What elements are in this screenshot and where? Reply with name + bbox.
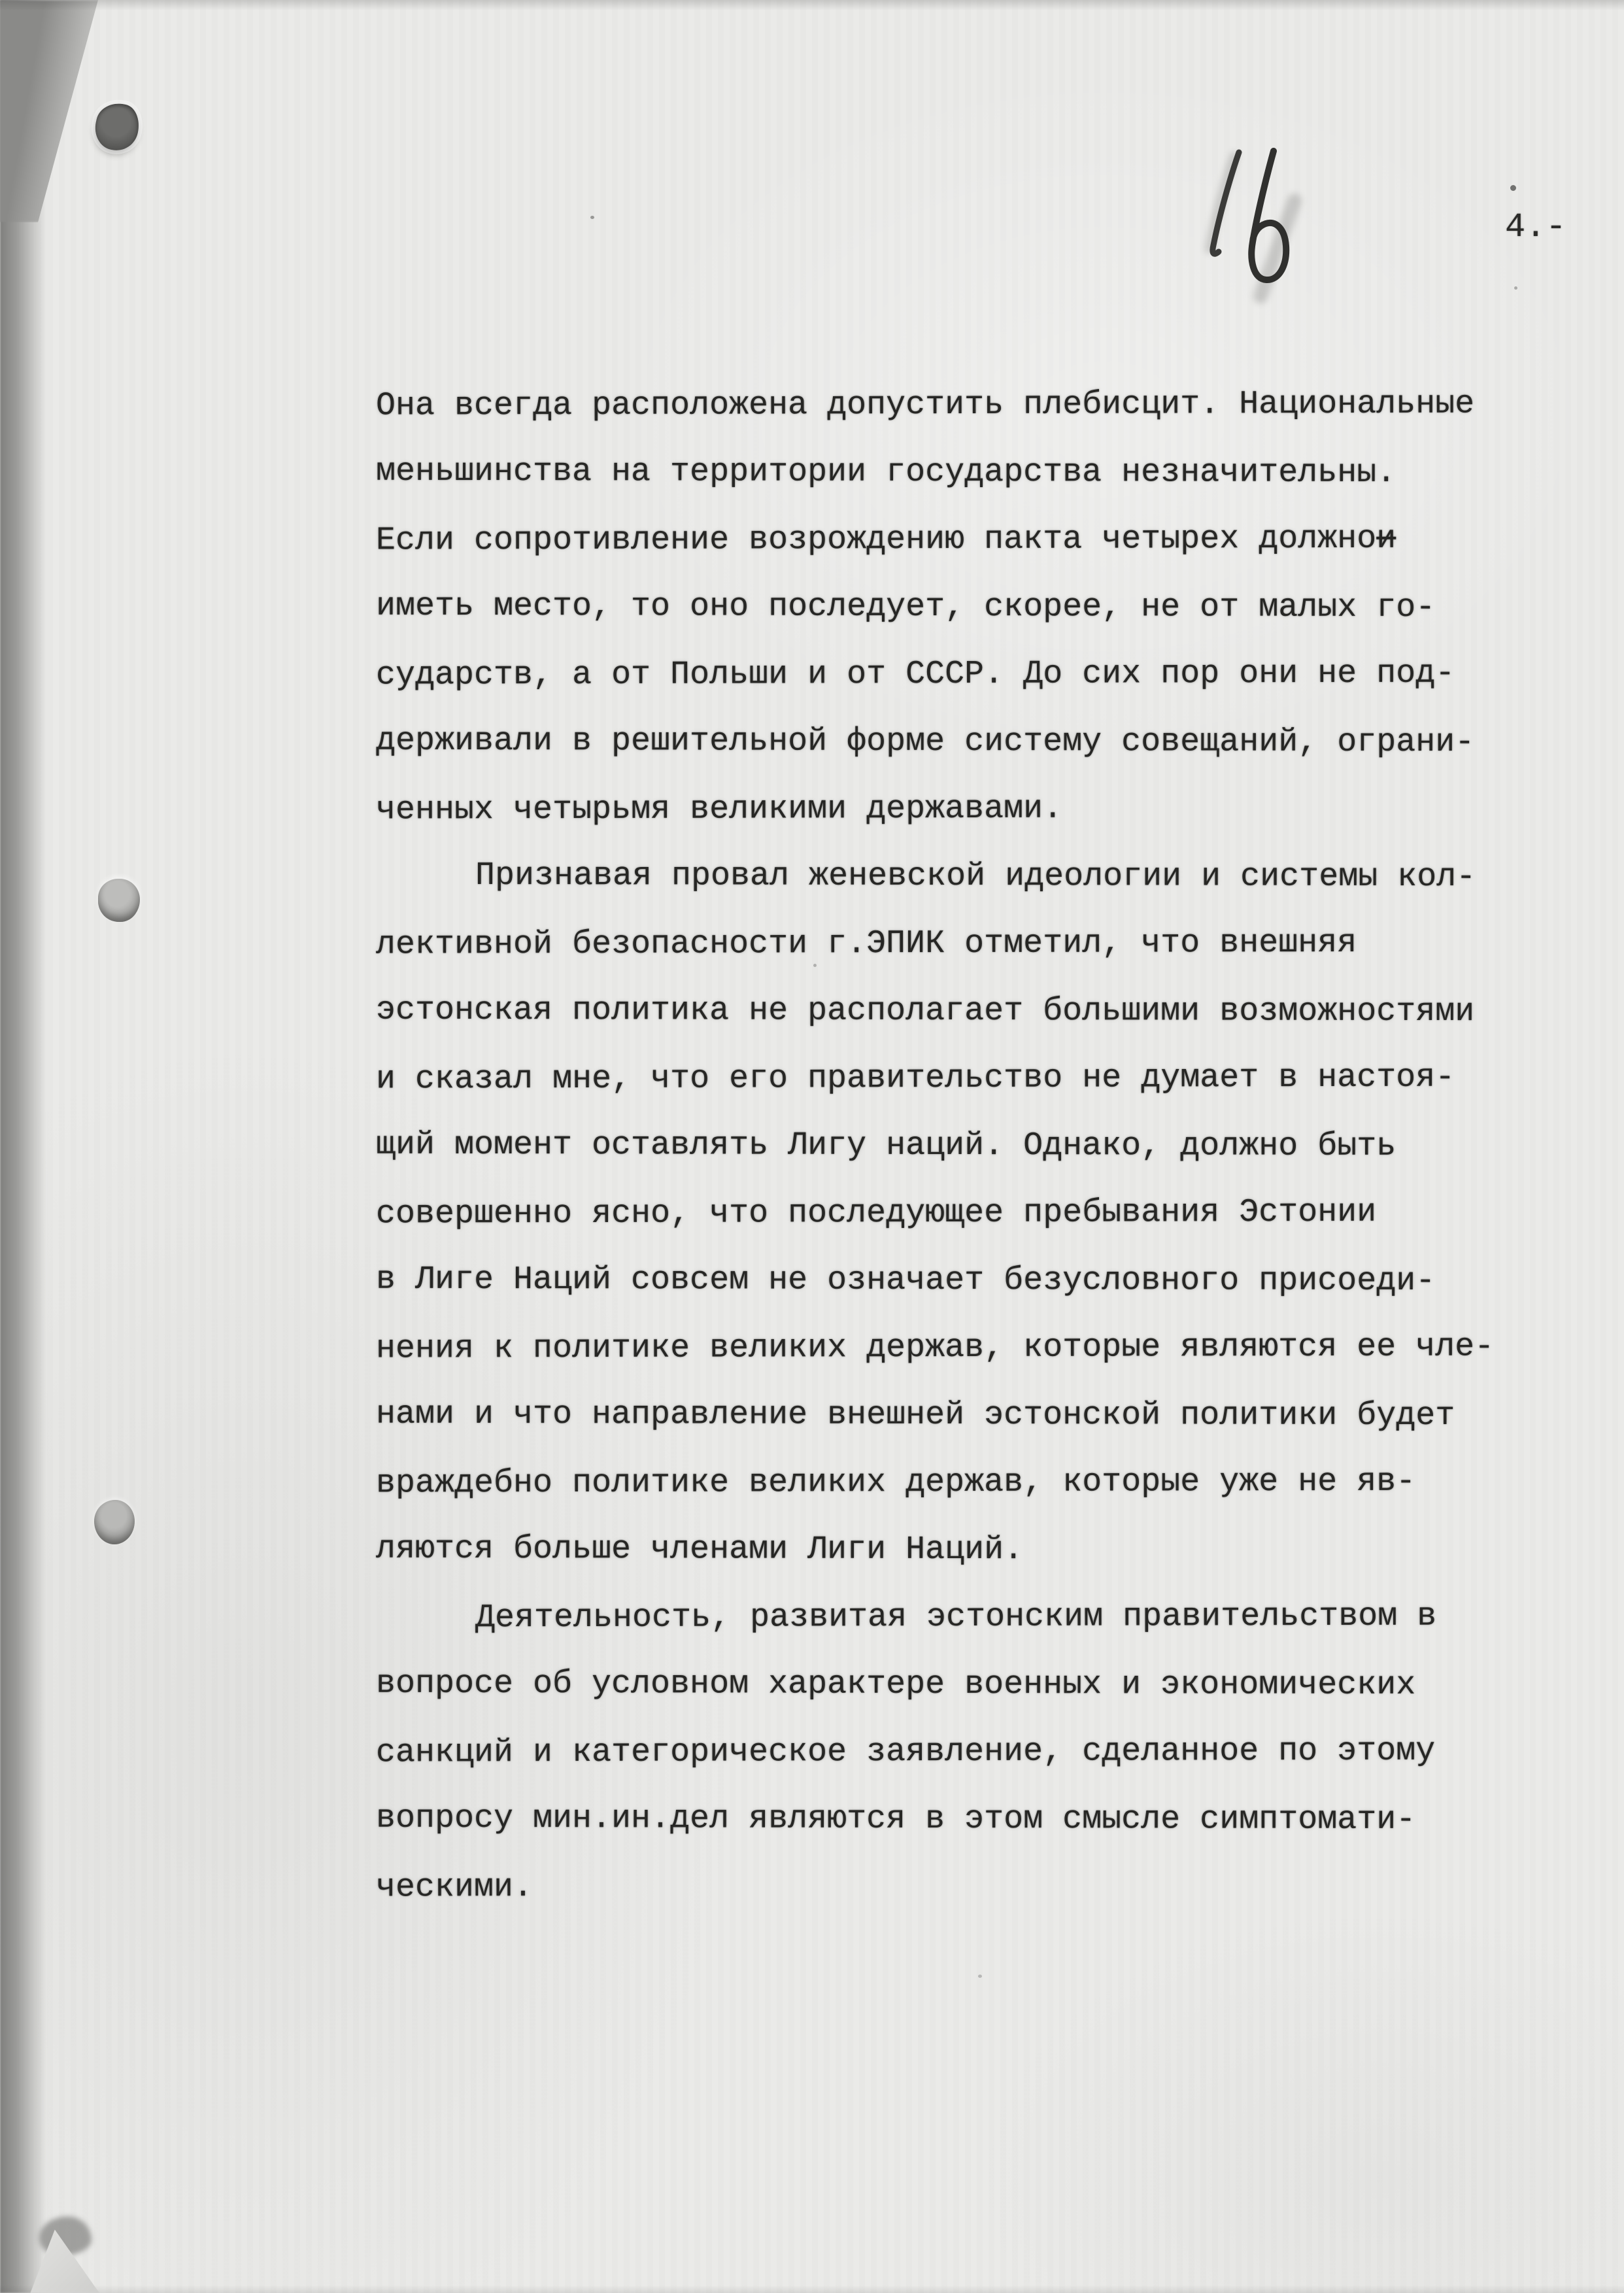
document-line: держивали в решительной форме систему совещаний, ограни- [375,722,1475,762]
scan-bottom-edge [0,2285,1624,2293]
document-line: санкций и категорическое заявление, сделанное по этому [375,1732,1436,1772]
paper-fold-bottom-left [27,2211,106,2293]
paper-speck [1510,185,1516,191]
document-line: совершенно ясно, что последующее пребывания Эстонии [375,1193,1377,1233]
document-line: лективной безопасности г.ЭПИК отметил, что внешняя [375,924,1357,964]
document-line: Деятельность, развитая эстонским правительством в [475,1597,1437,1637]
document-line: враждебно политике великих держав, которые уже не яв- [375,1463,1416,1503]
document-line: Она всегда расположена допустить плебисцит. Национальные [375,385,1475,425]
paper-speck [978,1975,982,1978]
document-line: в Лиге Наций совсем не означает безусловного присоеди- [375,1261,1436,1300]
punch-hole-middle [98,879,140,922]
document-line: нения к политике великих держав, которые являются ее чле- [375,1328,1495,1368]
handwritten-page-mark [1177,141,1321,311]
document-line: иметь место, то оно последует, скорее, не от малых го- [375,587,1436,627]
document-line: ческими. [375,1869,533,1907]
document-line: щий момент оставлять Лигу наций. Однако, должно быть [375,1126,1396,1165]
scan-top-edge [0,0,1624,10]
document-line: вопросу мин.ин.дел являются в этом смысле симптомати- [375,1799,1416,1839]
paper-speck [590,216,594,219]
document-text [376,371,1527,1920]
document-line: меньшинства на территории государства незначительны. [375,452,1396,492]
document-line: ляются больше членами Лиги Наций. [375,1530,1024,1569]
page-number: 4.- [1505,208,1566,246]
document-line: вопросе об условном характере военных и экономических [375,1665,1416,1704]
document-line [376,505,1527,574]
document-line: эстонская политика не располагает большими возможностями [375,991,1475,1031]
overstruck-text: и [1376,520,1396,558]
document-line: и сказал мне, что его правительство не думает в настоя- [375,1059,1455,1098]
document-line: ченных четырьмя великими державами. [375,790,1063,829]
document-line: Признавая провал женевской идеологии и системы кол- [475,857,1476,896]
line-text: Если сопротивление возрождению пакта четырех должно [375,520,1377,560]
paper-speck [1514,286,1517,290]
scan-left-edge [0,0,47,2293]
punch-hole-bottom [94,1500,135,1544]
document-line: нами и что направление внешней эстонской политики будет [375,1395,1455,1435]
document-line: сударств, а от Польши и от СССР. До сих пор они не под- [375,654,1455,694]
